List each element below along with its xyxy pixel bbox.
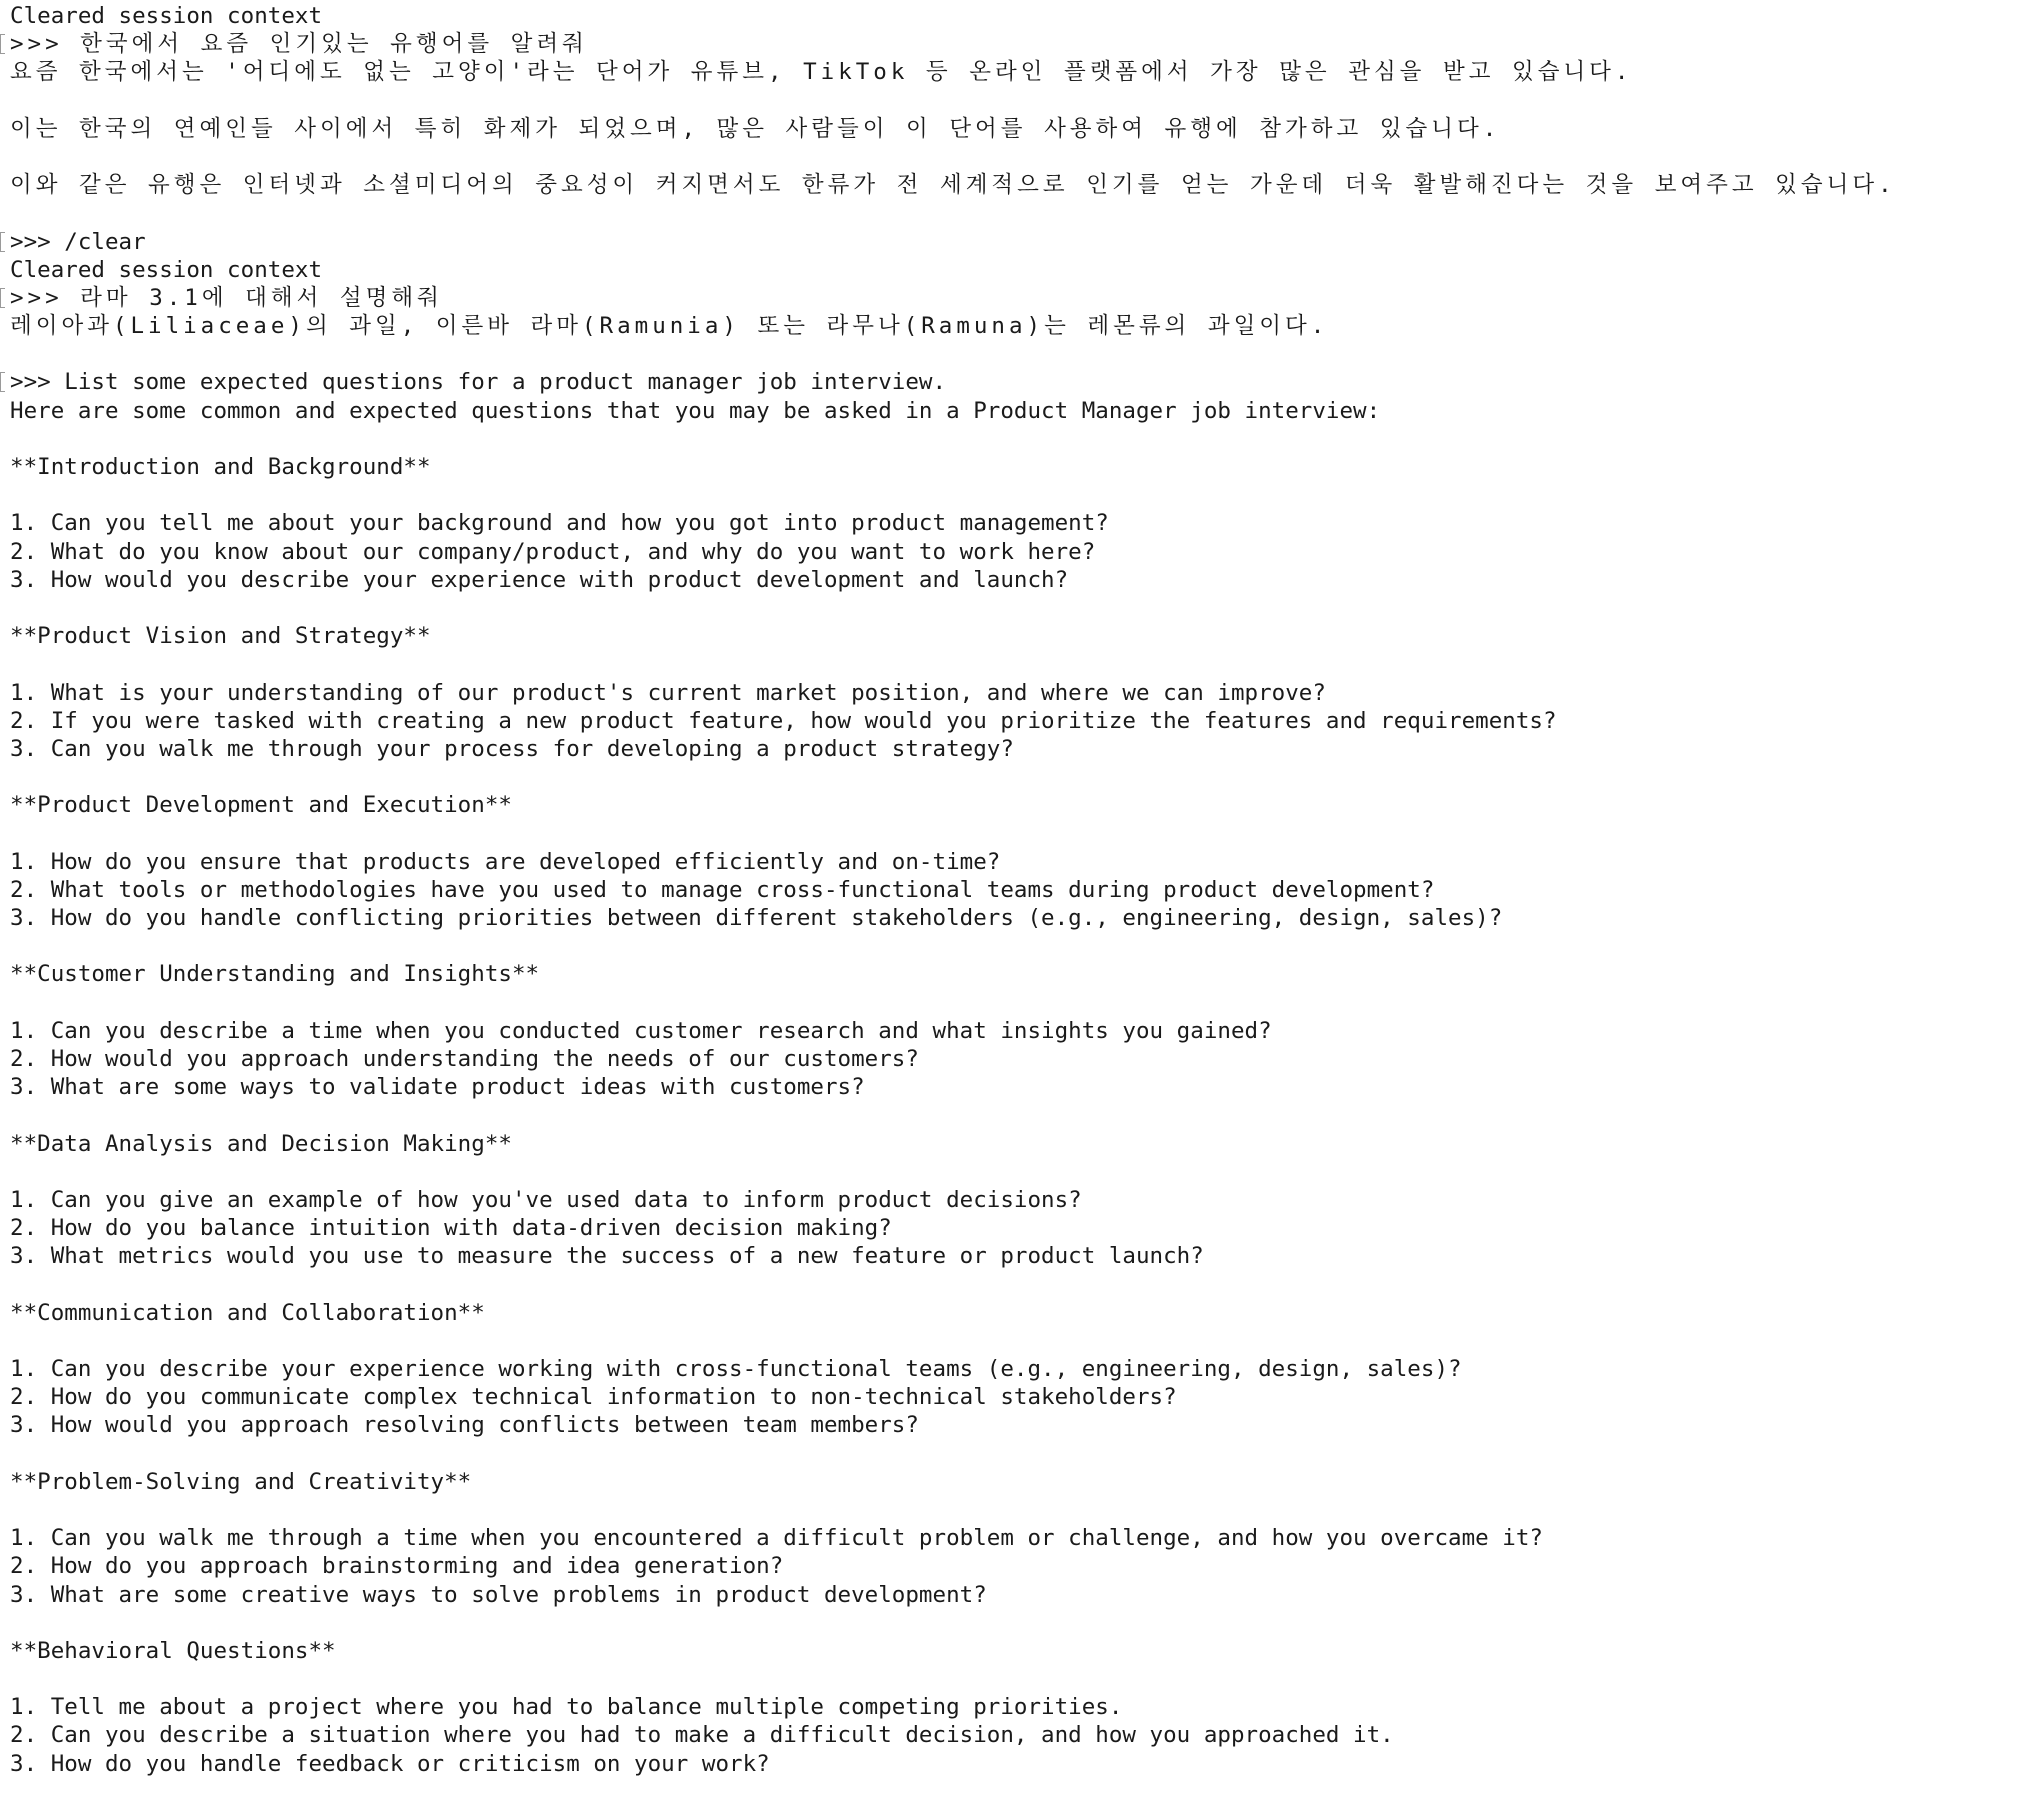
line-text: 1. Can you walk me through a time when you encountered a difficult problem or challenge, and how you overcame it? [10, 1525, 1543, 1552]
line-text: 1. Can you describe your experience working with cross-functional teams (e.g., engineering, design, sales)? [10, 1356, 1462, 1382]
output-line [0, 566, 2044, 594]
output-line [0, 1524, 2044, 1552]
output-line [0, 1581, 2044, 1609]
line-text: 3. What are some creative ways to solve problems in product development? [10, 1581, 987, 1608]
blank-line [0, 425, 2044, 453]
line-text: 2. What do you know about our company/product, and why do you want to work here? [10, 538, 1096, 565]
output-line [0, 679, 2044, 707]
output-line [0, 1552, 2044, 1580]
blank-line [0, 1665, 2044, 1693]
line-text: 1. Tell me about a project where you had to balance multiple competing priorities. [10, 1694, 1123, 1721]
prompt-marker-icon [0, 288, 5, 308]
blank-line [0, 989, 2044, 1017]
output-line [0, 1383, 2044, 1411]
output-line [0, 453, 2044, 481]
output-line [0, 848, 2044, 876]
blank-line [0, 143, 2044, 171]
blank-line [0, 594, 2044, 622]
blank-line [0, 1496, 2044, 1524]
line-text: 2. How do you approach brainstorming and idea generation? [10, 1553, 784, 1580]
output-line [0, 509, 2044, 537]
line-text: 1. Can you describe a time when you conducted customer research and what insights you gained? [10, 1017, 1272, 1044]
line-text: Cleared session context [10, 3, 323, 29]
prompt-line [0, 30, 2044, 58]
output-line [0, 256, 2044, 284]
prompt-marker-icon [0, 372, 5, 392]
output-line [0, 1637, 2044, 1665]
output-line [0, 1750, 2044, 1778]
line-text: 2. How do you communicate complex technical information to non-technical stakeholders? [10, 1384, 1177, 1411]
line-text: 레이아과(Liliaceae)의 과일, 이른바 라마(Ramunia) 또는 라무나(Ramuna)는 레몬류의 과일이다. [10, 313, 1329, 340]
line-text: 1. Can you give an example of how you've used data to inform product decisions? [10, 1186, 1082, 1213]
blank-line [0, 340, 2044, 368]
line-text: 3. Can you walk me through your process for developing a product strategy? [10, 735, 1014, 762]
line-text: 2. What tools or methodologies have you used to manage cross-functional teams during product development? [10, 876, 1435, 903]
prompt-line [0, 368, 2044, 396]
line-text: 2. How do you balance intuition with data-driven decision making? [10, 1215, 892, 1242]
blank-line [0, 932, 2044, 960]
output-line [0, 1411, 2044, 1439]
line-text: **Data Analysis and Decision Making** [10, 1130, 512, 1157]
output-line [0, 1130, 2044, 1158]
output-line [0, 1073, 2044, 1101]
output-line [0, 1693, 2044, 1721]
output-line [0, 397, 2044, 425]
line-text: 3. What metrics would you use to measure the success of a new feature or product launch? [10, 1243, 1204, 1270]
line-text: 이는 한국의 연예인들 사이에서 특히 화제가 되었으며, 많은 사람들이 이 단어를 사용하여 유행에 참가하고 있습니다. [10, 115, 1501, 142]
blank-line [0, 87, 2044, 115]
prompt-line [0, 228, 2044, 256]
blank-line [0, 1609, 2044, 1637]
terminal-output[interactable] [0, 2, 2044, 1792]
line-text: 3. How would you approach resolving conflicts between team members? [10, 1412, 919, 1439]
blank-line [0, 1270, 2044, 1298]
blank-line [0, 819, 2044, 847]
line-text: 3. How do you handle feedback or criticism on your work? [10, 1750, 770, 1777]
output-line [0, 1721, 2044, 1749]
output-line [0, 876, 2044, 904]
output-line [0, 735, 2044, 763]
line-text: **Behavioral Questions** [10, 1637, 336, 1664]
output-line [0, 1186, 2044, 1214]
output-line [0, 904, 2044, 932]
line-text: >>> /clear [10, 228, 146, 255]
blank-line [0, 763, 2044, 791]
blank-line [0, 1158, 2044, 1186]
output-line [0, 622, 2044, 650]
line-text: 1. How do you ensure that products are developed efficiently and on-time? [10, 848, 1001, 875]
line-text: **Product Development and Execution** [10, 792, 512, 819]
line-text: 2. How would you approach understanding the needs of our customers? [10, 1045, 919, 1072]
line-text: 1. What is your understanding of our product's current market position, and where we can improve? [10, 679, 1326, 706]
blank-line [0, 650, 2044, 678]
line-text: >>> 한국에서 요즘 인기있는 유행어를 알려줘 [10, 31, 588, 58]
line-text: >>> List some expected questions for a product manager job interview. [10, 369, 947, 396]
prompt-line [0, 284, 2044, 312]
output-line [0, 115, 2044, 143]
output-line [0, 1242, 2044, 1270]
line-text: Here are some common and expected questions that you may be asked in a Product Manager job interview: [10, 397, 1381, 424]
output-line [0, 312, 2044, 340]
blank-line [0, 1327, 2044, 1355]
blank-line [0, 1101, 2044, 1129]
line-text: **Problem-Solving and Creativity** [10, 1468, 472, 1495]
line-text: 2. Can you describe a situation where you had to make a difficult decision, and how you approached it. [10, 1722, 1394, 1749]
blank-line [0, 1440, 2044, 1468]
output-line [0, 1017, 2044, 1045]
prompt-marker-icon [0, 232, 5, 252]
output-line [0, 1214, 2044, 1242]
line-text: 3. How do you handle conflicting priorities between different stakeholders (e.g., engineering, design, sales)? [10, 905, 1503, 931]
line-text: 3. What are some ways to validate product ideas with customers? [10, 1074, 865, 1101]
output-line [0, 58, 2044, 86]
line-text: **Communication and Collaboration** [10, 1299, 485, 1326]
output-line [0, 960, 2044, 988]
line-text: 이와 같은 유행은 인터넷과 소셜미디어의 중요성이 커지면서도 한류가 전 세계적으로 인기를 얻는 가운데 더욱 활발해진다는 것을 보여주고 있습니다. [10, 172, 1896, 199]
output-line [0, 171, 2044, 199]
output-line [0, 791, 2044, 819]
line-text: 3. How would you describe your experience with product development and launch? [10, 566, 1069, 593]
blank-line [0, 199, 2044, 227]
prompt-marker-icon [0, 34, 5, 54]
output-line [0, 1299, 2044, 1327]
line-text: >>> 라마 3.1에 대해서 설명해줘 [10, 284, 443, 311]
line-text: 2. If you were tasked with creating a new product feature, how would you prioritize the features and requirements? [10, 707, 1557, 734]
blank-line [0, 481, 2044, 509]
output-line [0, 538, 2044, 566]
line-text: **Introduction and Background** [10, 454, 431, 480]
line-text: Cleared session context [10, 256, 323, 283]
output-line [0, 707, 2044, 735]
output-line [0, 1045, 2044, 1073]
line-text: 요즘 한국에서는 '어디에도 없는 고양이'라는 단어가 유튜브, TikTok 등 온라인 플랫폼에서 가장 많은 관심을 받고 있습니다. [10, 59, 1633, 86]
line-text: **Product Vision and Strategy** [10, 623, 431, 650]
line-text: 1. Can you tell me about your background and how you got into product management? [10, 510, 1109, 537]
line-text: **Customer Understanding and Insights** [10, 961, 540, 988]
output-line [0, 1468, 2044, 1496]
output-line [0, 1355, 2044, 1383]
output-line [0, 2, 2044, 30]
